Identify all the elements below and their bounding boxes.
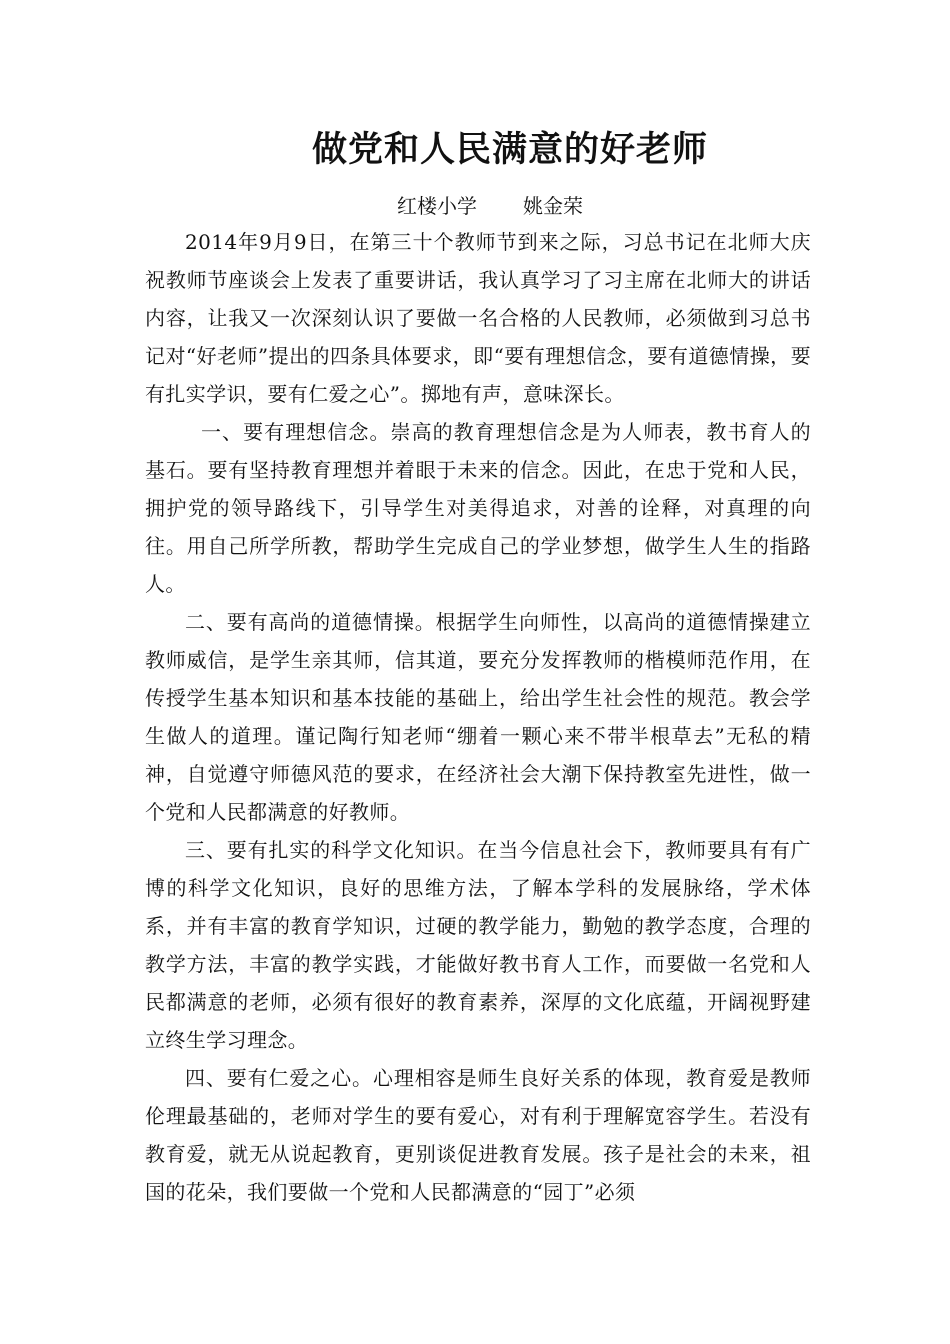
paragraph-point-4: 四、要有仁爱之心。心理相容是师生良好关系的体现，教育爱是教师伦理最基础的，老师对学生的要有爱心，对有利于理解宽容学生。若没有教育爱，就无从说起教育，更别谈促进教育发展。孩子是社会的未来，祖国的花朵，我们要做一个党和人民都满意的“园丁”必须 (145, 1066, 811, 1204)
author-name: 姚金荣 (523, 194, 583, 218)
article-body (145, 223, 811, 1211)
byline (0, 188, 950, 224)
document-title: 做党和人民满意的好老师 (311, 129, 708, 170)
school-name: 红楼小学 (397, 194, 477, 218)
paragraph-point-1: 一、要有理想信念。崇高的教育理想信念是为人师表，教书育人的基石。要有坚持教育理想并着眼于未来的信念。因此，在忠于党和人民，拥护党的领导路线下，引导学生对美得追求，对善的诠释，对真理的向往。用自己所学所教，帮助学生完成自己的学业梦想，做学生人生的指路人。 (145, 420, 811, 596)
paragraph-point-2: 二、要有高尚的道德情操。根据学生向师性，以高尚的道德情操建立教师威信，是学生亲其师，信其道，要充分发挥教师的楷模师范作用，在传授学生基本知识和基本技能的基础上，给出学生社会性的规范。教会学生做人的道理。谨记陶行知老师“绷着一颗心来不带半根草去”无私的精神，自觉遵守师德风范的要求，在经济社会大潮下保持教室先进性，做一个党和人民都满意的好教师。 (145, 610, 811, 824)
paragraph-point-3: 三、要有扎实的科学文化知识。在当今信息社会下，教师要具有有广博的科学文化知识，良好的思维方法，了解本学科的发展脉络，学术体系，并有丰富的教育学知识，过硬的教学能力，勤勉的教学态度，合理的教学方法，丰富的教学实践，才能做好教书育人工作，而要做一名党和人民都满意的老师，必须有很好的教育素养，深厚的文化底蕴，开阔视野建立终生学习理念。 (145, 838, 811, 1052)
paragraph-intro: 2014年9月9日，在第三十个教师节到来之际，习总书记在北师大庆祝教师节座谈会上发表了重要讲话，我认真学习了习主席在北师大的讲话内容，让我又一次深刻认识了要做一名合格的人民教师，必须做到习总书记对“好老师”提出的四条具体要求，即“要有理想信念，要有道德情操，要有扎实学识，要有仁爱之心”。掷地有声，意味深长。 (145, 230, 811, 406)
